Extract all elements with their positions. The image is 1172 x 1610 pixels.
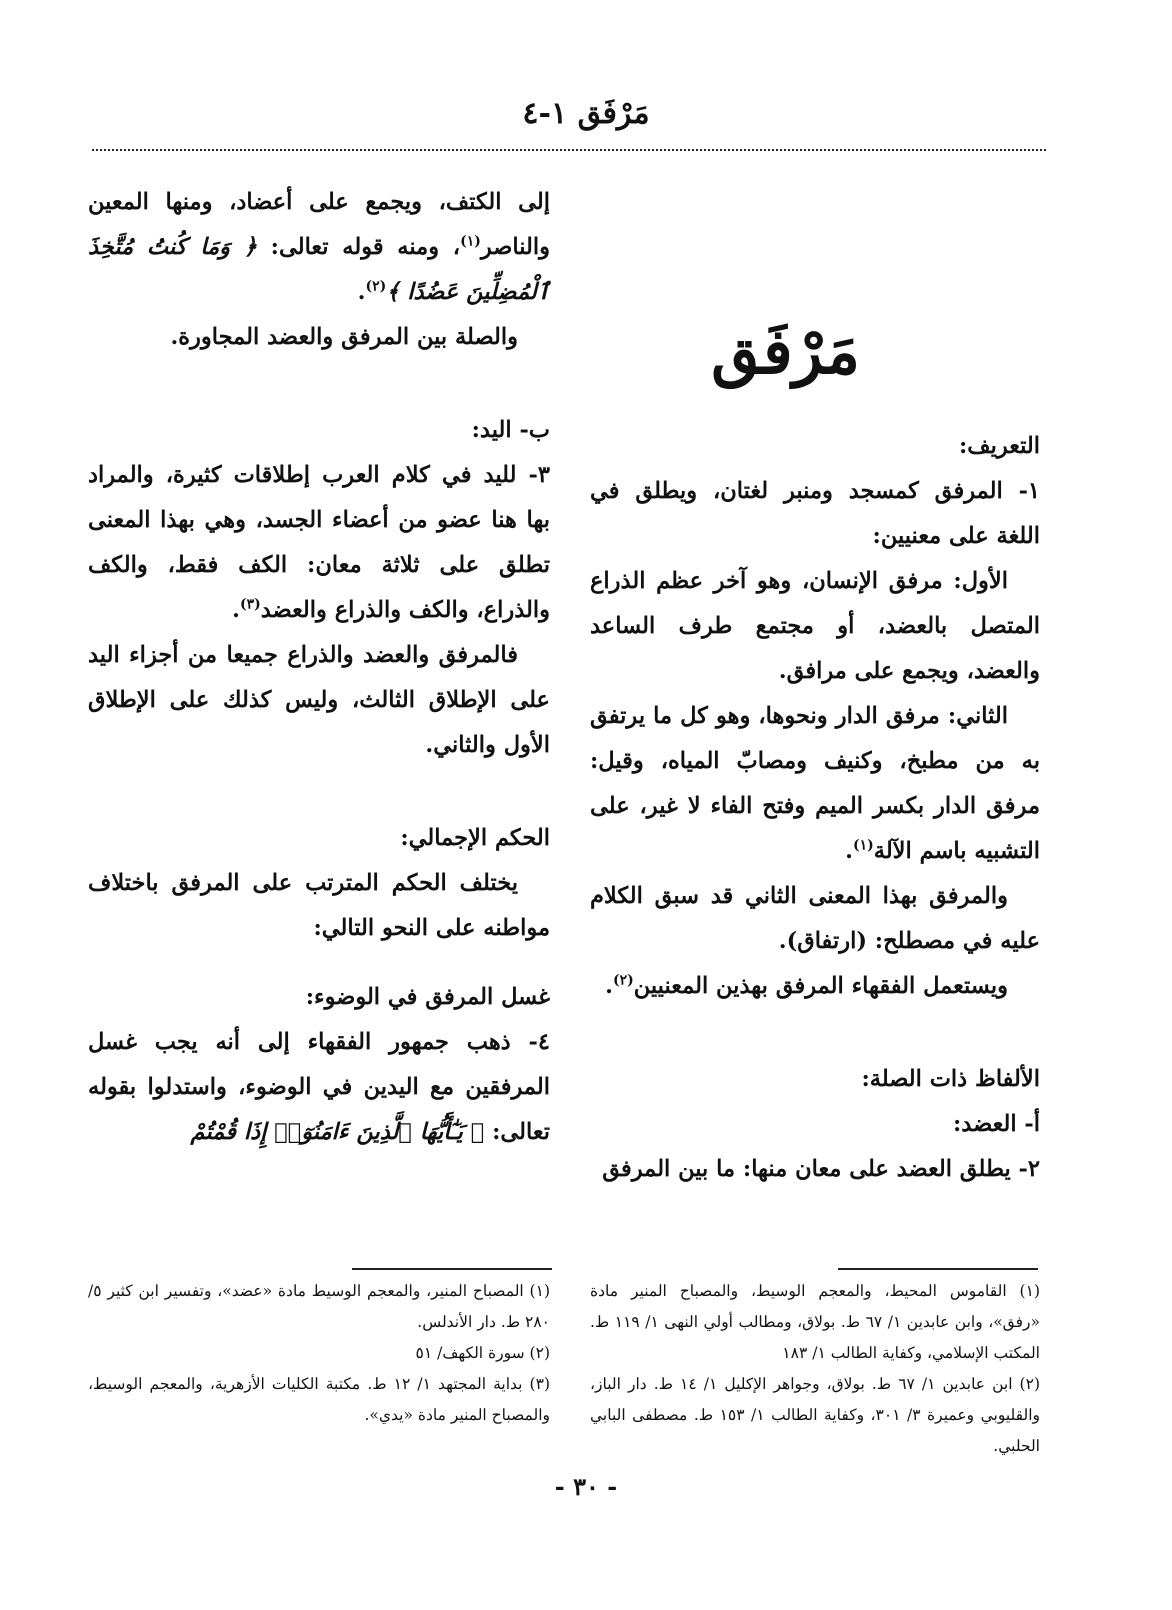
paragraph-second-meaning: الثاني: مرفق الدار ونحوها، وهو كل ما يرتفق به من مطبخ، وكنيف ومصابّ المياه، وقيل: مرفق الدار بكسر الميم وفتح الفاء لا غير، على التشبيه باسم الآلة$^{(١)}$.: [590, 703, 1040, 864]
paragraph-4-text: ٤- ذهب جمهور الفقهاء إلى أنه يجب غسل المرفقين مع اليدين في الوضوء، واستدلوا بقوله تعالى:: [88, 1029, 550, 1145]
quran-verse: ﴿ يَـٰٓأَيُّهَا ٱلَّذِينَ ءَامَنُوٓا۟ إِذَا قُمْتُمْ: [190, 1119, 485, 1145]
right-column: [590, 424, 1040, 1192]
footnote: (١) القاموس المحيط، والمعجم الوسيط، والمصباح المنير مادة «رفق»، وابن عابدين ١/ ٦٧ ط. بولاق، ومطالب أولي النهى ١/ ١١٩ ط. المكتب الإسلامي، وكفاية الطالب ١/ ١٨٣: [590, 1282, 1040, 1362]
footnote: (٢) سورة الكهف/ ٥١: [415, 1344, 550, 1362]
paragraph-second-meaning-text: الثاني: مرفق الدار ونحوها، وهو كل ما يرتفق به من مطبخ، وكنيف ومصابّ المياه، وقيل: مرفق الدار بكسر الميم وفتح الفاء لا غير، على التشبيه باسم الآلة: [590, 703, 1040, 864]
footnotes-right: [590, 1276, 1040, 1462]
paragraph-yad-parts: فالمرفق والعضد والذراع جميعا من أجزاء اليد على الإطلاق الثالث، وليس كذلك على الإطلاق الأول والثاني.: [88, 642, 550, 758]
quran-verse: ﴿ وَمَا كُنتُ مُتَّخِذَ ٱلْمُضِلِّينَ عَضُدًا ﴾: [88, 234, 550, 305]
footnote: (٢) ابن عابدين ١/ ٦٧ ط. بولاق، وجواهر الإكليل ١/ ١٤ ط. دار الباز، والقليوبي وعميرة ٣/ ٣٠١، وكفاية الطالب ١/ ١٥٣ ط. مصطفى البابي الحلبي.: [590, 1375, 1040, 1455]
footnotes-left: [88, 1276, 550, 1431]
wudu-heading: غسل المرفق في الوضوء:: [305, 984, 550, 1010]
adud-text-2: ، ومنه قوله تعالى:: [270, 234, 461, 260]
footnote-marker: (١): [460, 233, 481, 250]
footnote-marker: (٣): [239, 596, 261, 613]
paragraph-3-text: ٣- لليد في كلام العرب إطلاقات كثيرة، والمراد بها هنا عضو من أعضاء الجسد، وهي بهذا المعنى تطلق على ثلاثة معان: الكف فقط، والكف والذراع، والكف والذراع والعضد: [88, 462, 550, 623]
paragraph-fuqaha-text: ويستعمل الفقهاء المرفق بهذين المعنيين: [633, 973, 1008, 999]
footnote-marker: (٢): [365, 278, 387, 295]
adud-text: إلى الكتف، ويجمع على أعضاد، ومنها المعين والناصر: [88, 189, 550, 260]
adud-heading: أ- العضد:: [952, 1111, 1040, 1137]
paragraph-2: ٢- يطلق العضد على معان منها: ما بين المرفق: [602, 1156, 1040, 1182]
paragraph-adud-continued: إلى الكتف، ويجمع على أعضاد، ومنها المعين والناصر$^{(١)}$، ومنه قوله تعالى: ﴿ وَمَا كُنتُ مُتَّخِذَ ٱلْمُضِلِّينَ عَضُدًا ﴾$^{(٢)}$.: [88, 189, 550, 305]
related-terms-heading: الألفاظ ذات الصلة:: [861, 1066, 1040, 1092]
hukm-heading: الحكم الإجمالي:: [400, 825, 550, 851]
footnote: (١) المصباح المنير، والمعجم الوسيط مادة «عضد»، وتفسير ابن كثير ٥/ ٢٨٠ ط. دار الأندلس.: [88, 1282, 550, 1331]
paragraph-irtifaq: والمرفق بهذا المعنى الثاني قد سبق الكلام عليه في مصطلح: (ارتفاق).: [590, 883, 1040, 954]
left-column: [88, 180, 550, 1155]
footnote-marker: (٢): [612, 972, 634, 989]
page-header: مَرْفَق ١-٤: [522, 96, 650, 131]
paragraph-relation: والصلة بين المرفق والعضد المجاورة.: [170, 324, 518, 350]
yad-heading: ب- اليد:: [471, 417, 550, 443]
paragraph-fuqaha: ويستعمل الفقهاء المرفق بهذين المعنيين$^{(٢)}$.: [605, 972, 1008, 999]
footnote: (٣) بداية المجتهد ١/ ١٢ ط. مكتبة الكليات الأزهرية، والمعجم الوسيط، والمصباح المنير مادة «يدي».: [88, 1375, 550, 1424]
entry-title: مَرْفَق: [711, 315, 860, 388]
definition-heading: التعريف:: [958, 433, 1040, 459]
page-number: - ٣٠ -: [554, 1472, 618, 1501]
header-divider: [92, 149, 1046, 151]
paragraph-first-meaning: الأول: مرفق الإنسان، وهو آخر عظم الذراع المتصل بالعضد، أو مجتمع طرف الساعد والعضد، ويجمع على مرافق.: [590, 568, 1040, 684]
paragraph-hukm: يختلف الحكم المترتب على المرفق باختلاف مواطنه على النحو التالي:: [88, 870, 550, 941]
paragraph-3: ٣- لليد في كلام العرب إطلاقات كثيرة، والمراد بها هنا عضو من أعضاء الجسد، وهي بهذا المعنى تطلق على ثلاثة معان: الكف فقط، والكف والذراع، والكف والذراع والعضد$^{(٣)}$.: [88, 462, 550, 623]
paragraph-4: [88, 1020, 550, 1155]
footnote-divider-left: [352, 1268, 552, 1270]
footnote-marker: (١): [852, 837, 874, 854]
paragraph-1: ١- المرفق كمسجد ومنبر لغتان، ويطلق في اللغة على معنيين:: [590, 478, 1040, 549]
footnote-divider-right: [838, 1268, 1038, 1270]
